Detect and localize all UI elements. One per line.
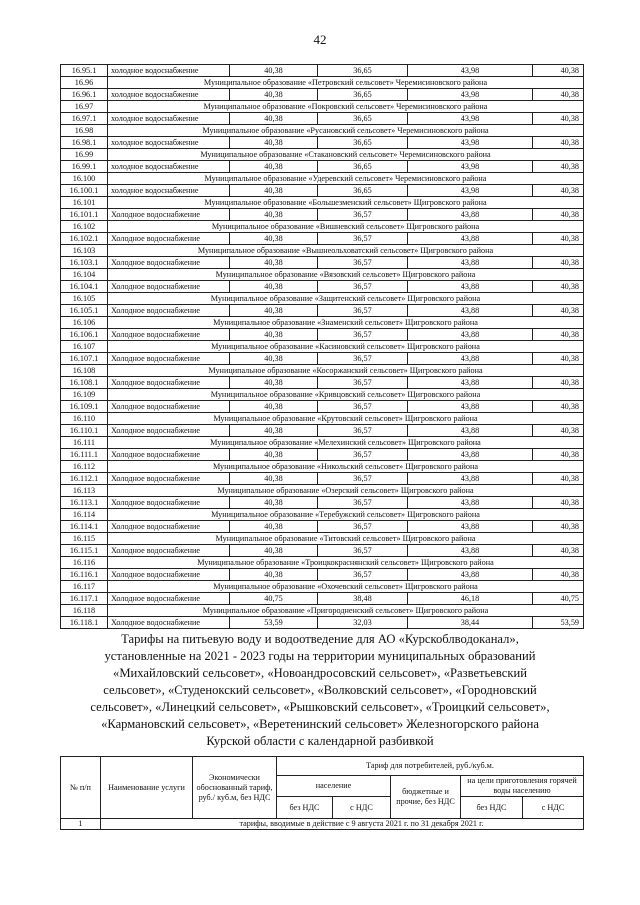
municipality-row xyxy=(61,77,584,89)
municipality-name: Муниципальное образование «Озерский сельсовет» Щигровского района xyxy=(108,485,584,497)
row-number: 16.99 xyxy=(61,149,108,161)
tariff-no-vat-value: 36,57 xyxy=(318,377,408,389)
municipality-name: Муниципальное образование «Пригородненский сельсовет» Щигровского района xyxy=(108,605,584,617)
tariff-with-vat-value: 43,88 xyxy=(408,425,533,437)
budget-tariff-value: 53,59 xyxy=(533,617,584,629)
tariff-no-vat-value: 36,57 xyxy=(318,569,408,581)
row-number: 16.105 xyxy=(61,293,108,305)
econ-tariff-value: 40,38 xyxy=(230,113,318,125)
header-service: Наименование услуги xyxy=(101,757,193,819)
tariff-row xyxy=(61,305,584,317)
budget-tariff-value: 40,38 xyxy=(533,353,584,365)
service-name: Холодное водоснабжение xyxy=(108,233,230,245)
row-number: 16.96 xyxy=(61,77,108,89)
municipality-row xyxy=(61,269,584,281)
header-econ-tariff: Экономически обоснованный тариф, руб./ куб.м, без НДС xyxy=(193,757,277,819)
header-population: население xyxy=(277,776,391,797)
row-number: 16.117 xyxy=(61,581,108,593)
municipality-row xyxy=(61,557,584,569)
tariff-no-vat-value: 36,65 xyxy=(318,65,408,77)
tariff-row xyxy=(61,377,584,389)
tariff-row xyxy=(61,425,584,437)
budget-tariff-value: 40,38 xyxy=(533,257,584,269)
row-number: 16.112.1 xyxy=(61,473,108,485)
municipality-row xyxy=(61,317,584,329)
municipality-row xyxy=(61,437,584,449)
municipality-name: Муниципальное образование «Знаменский сельсовет» Щигровского района xyxy=(108,317,584,329)
row-number: 16.116 xyxy=(61,557,108,569)
econ-tariff-value: 40,38 xyxy=(230,209,318,221)
row-number: 16.116.1 xyxy=(61,569,108,581)
service-name: Холодное водоснабжение xyxy=(108,377,230,389)
econ-tariff-value: 40,38 xyxy=(230,545,318,557)
tariff-with-vat-value: 43,88 xyxy=(408,377,533,389)
municipality-name: Муниципальное образование «Петровский сельсовет» Черемисиновского района xyxy=(108,77,584,89)
municipality-name: Муниципальное образование «Вышнеольховатский сельсовет» Щигровского района xyxy=(108,245,584,257)
municipality-row xyxy=(61,149,584,161)
tariff-row xyxy=(61,257,584,269)
service-name: Холодное водоснабжение xyxy=(108,353,230,365)
heading-line: Тарифы на питьевую воду и водоотведение для АО «Курскоблводоканал», xyxy=(121,632,519,646)
header-population-with-vat: с НДС xyxy=(333,797,391,819)
row-number: 16.104 xyxy=(61,269,108,281)
row-number: 16.112 xyxy=(61,461,108,473)
service-name: Холодное водоснабжение xyxy=(108,305,230,317)
econ-tariff-value: 40,38 xyxy=(230,137,318,149)
row-number: 1 xyxy=(61,819,101,830)
tariff-row xyxy=(61,281,584,293)
service-name: Холодное водоснабжение xyxy=(108,521,230,533)
econ-tariff-value: 40,38 xyxy=(230,281,318,293)
row-number: 16.108 xyxy=(61,365,108,377)
municipality-name: Муниципальное образование «Вишневский сельсовет» Щигровского района xyxy=(108,221,584,233)
municipality-name: Муниципальное образование «Касиновский сельсовет» Щигровского района xyxy=(108,341,584,353)
tariff-header-table xyxy=(60,756,584,830)
econ-tariff-value: 40,38 xyxy=(230,497,318,509)
municipality-row xyxy=(61,101,584,113)
heading-line: сельсовет», «Линецкий сельсовет», «Рышковский сельсовет», «Троицкий сельсовет», xyxy=(90,700,550,714)
tariff-no-vat-value: 36,57 xyxy=(318,233,408,245)
page-number: 42 xyxy=(313,32,327,47)
municipality-name: Муниципальное образование «Теребужский сельсовет» Щигровского района xyxy=(108,509,584,521)
row-number: 16.113.1 xyxy=(61,497,108,509)
header-hot-no-vat: без НДС xyxy=(461,797,523,819)
econ-tariff-value: 40,38 xyxy=(230,449,318,461)
row-number: 16.114 xyxy=(61,509,108,521)
econ-tariff-value: 40,38 xyxy=(230,329,318,341)
tariff-no-vat-value: 36,57 xyxy=(318,545,408,557)
tariff-no-vat-value: 36,57 xyxy=(318,209,408,221)
tariff-no-vat-value: 36,57 xyxy=(318,473,408,485)
municipality-row xyxy=(61,605,584,617)
municipality-name: Муниципальное образование «Косоржанский сельсовет» Щигровского района xyxy=(108,365,584,377)
municipality-name: Муниципальное образование «Защитенский сельсовет» Щигровского района xyxy=(108,293,584,305)
budget-tariff-value: 40,38 xyxy=(533,113,584,125)
tariff-row xyxy=(61,185,584,197)
budget-tariff-value: 40,38 xyxy=(533,425,584,437)
row-number: 16.98.1 xyxy=(61,137,108,149)
tariff-with-vat-value: 43,88 xyxy=(408,305,533,317)
tariff-no-vat-value: 36,57 xyxy=(318,281,408,293)
tariff-with-vat-value: 43,88 xyxy=(408,281,533,293)
econ-tariff-value: 53,59 xyxy=(230,617,318,629)
tariff-with-vat-value: 43,88 xyxy=(408,257,533,269)
tariff-with-vat-value: 38,44 xyxy=(408,617,533,629)
tariff-row xyxy=(61,569,584,581)
row-number: 16.113 xyxy=(61,485,108,497)
tariff-with-vat-value: 43,88 xyxy=(408,233,533,245)
row-number: 16.106 xyxy=(61,317,108,329)
tariff-row xyxy=(61,137,584,149)
heading-line: Курской области с календарной разбивкой xyxy=(206,734,434,748)
tariff-row xyxy=(61,401,584,413)
budget-tariff-value: 40,38 xyxy=(533,569,584,581)
row-number: 16.107.1 xyxy=(61,353,108,365)
row-number: 16.118.1 xyxy=(61,617,108,629)
econ-tariff-value: 40,38 xyxy=(230,353,318,365)
tariff-no-vat-value: 36,57 xyxy=(318,497,408,509)
row-number: 16.111.1 xyxy=(61,449,108,461)
service-name: Холодное водоснабжение xyxy=(108,473,230,485)
row-number: 16.96.1 xyxy=(61,89,108,101)
municipality-row xyxy=(61,221,584,233)
tariff-no-vat-value: 36,57 xyxy=(318,425,408,437)
row-number: 16.97 xyxy=(61,101,108,113)
row-number: 16.100 xyxy=(61,173,108,185)
row-number: 16.100.1 xyxy=(61,185,108,197)
heading-line: «Михайловский сельсовет», «Новоандросовский сельсовет», «Разветьевский xyxy=(113,666,527,680)
econ-tariff-value: 40,38 xyxy=(230,425,318,437)
tariff-no-vat-value: 36,57 xyxy=(318,257,408,269)
municipality-name: Муниципальное образование «Крутовский сельсовет» Щигровского района xyxy=(108,413,584,425)
tariff-row xyxy=(61,89,584,101)
tariff-with-vat-value: 43,98 xyxy=(408,137,533,149)
budget-tariff-value: 40,38 xyxy=(533,185,584,197)
tariff-with-vat-value: 43,88 xyxy=(408,353,533,365)
header-population-no-vat: без НДС xyxy=(277,797,333,819)
tariff-with-vat-value: 43,88 xyxy=(408,521,533,533)
service-name: Холодное водоснабжение xyxy=(108,593,230,605)
econ-tariff-value: 40,38 xyxy=(230,185,318,197)
municipality-row xyxy=(61,125,584,137)
budget-tariff-value: 40,38 xyxy=(533,401,584,413)
tariff-no-vat-value: 32,03 xyxy=(318,617,408,629)
tariff-row xyxy=(61,593,584,605)
row-number: 16.103.1 xyxy=(61,257,108,269)
econ-tariff-value: 40,38 xyxy=(230,377,318,389)
tariff-no-vat-value: 36,65 xyxy=(318,89,408,101)
row-number: 16.99.1 xyxy=(61,161,108,173)
econ-tariff-value: 40,38 xyxy=(230,89,318,101)
tariff-with-vat-value: 43,98 xyxy=(408,161,533,173)
service-name: Холодное водоснабжение xyxy=(108,569,230,581)
row-number: 16.103 xyxy=(61,245,108,257)
econ-tariff-value: 40,38 xyxy=(230,305,318,317)
row-number: 16.97.1 xyxy=(61,113,108,125)
tariff-no-vat-value: 36,65 xyxy=(318,185,408,197)
budget-tariff-value: 40,38 xyxy=(533,137,584,149)
row-number: 16.101.1 xyxy=(61,209,108,221)
header-consumer-tariff: Тариф для потребителей, руб./куб.м. xyxy=(277,757,584,776)
header-hot-water: на цели приготовления горячей воды населению xyxy=(461,776,584,797)
tariff-row xyxy=(61,209,584,221)
econ-tariff-value: 40,38 xyxy=(230,569,318,581)
budget-tariff-value: 40,38 xyxy=(533,65,584,77)
budget-tariff-value: 40,38 xyxy=(533,545,584,557)
tariff-with-vat-value: 43,98 xyxy=(408,89,533,101)
service-name: Холодное водоснабжение xyxy=(108,425,230,437)
municipality-row xyxy=(61,461,584,473)
tariff-row xyxy=(61,497,584,509)
row-number: 16.114.1 xyxy=(61,521,108,533)
service-name: холодное водоснабжение xyxy=(108,161,230,173)
row-number: 16.108.1 xyxy=(61,377,108,389)
service-name: Холодное водоснабжение xyxy=(108,497,230,509)
service-name: Холодное водоснабжение xyxy=(108,257,230,269)
row-number: 16.118 xyxy=(61,605,108,617)
budget-tariff-value: 40,38 xyxy=(533,233,584,245)
municipality-row xyxy=(61,509,584,521)
row-number: 16.110.1 xyxy=(61,425,108,437)
service-name: холодное водоснабжение xyxy=(108,137,230,149)
tariff-with-vat-value: 43,98 xyxy=(408,113,533,125)
budget-tariff-value: 40,38 xyxy=(533,521,584,533)
heading-line: «Кармановский сельсовет», «Веретенинский сельсовет» Железногорского района xyxy=(101,717,539,731)
municipality-name: Муниципальное образование «Покровский сельсовет» Черемисиновского района xyxy=(108,101,584,113)
municipality-row xyxy=(61,389,584,401)
service-name: Холодное водоснабжение xyxy=(108,401,230,413)
econ-tariff-value: 40,75 xyxy=(230,593,318,605)
tariff-no-vat-value: 36,57 xyxy=(318,521,408,533)
service-name: холодное водоснабжение xyxy=(108,89,230,101)
row-number: 16.105.1 xyxy=(61,305,108,317)
municipality-row xyxy=(61,365,584,377)
tariff-row xyxy=(61,521,584,533)
municipality-name: Муниципальное образование «Русановский сельсовет» Черемисиновского района xyxy=(108,125,584,137)
tariff-row xyxy=(61,113,584,125)
tariff-with-vat-value: 43,88 xyxy=(408,473,533,485)
municipality-name: Муниципальное образование «Вязовский сельсовет» Щигровского района xyxy=(108,269,584,281)
tariff-with-vat-value: 43,88 xyxy=(408,401,533,413)
budget-tariff-value: 40,38 xyxy=(533,377,584,389)
tariff-row xyxy=(61,617,584,629)
municipality-name: Муниципальное образование «Большезменский сельсовет» Щигровского района xyxy=(108,197,584,209)
tariff-no-vat-value: 36,65 xyxy=(318,137,408,149)
row-number: 16.115.1 xyxy=(61,545,108,557)
tariff-with-vat-value: 43,88 xyxy=(408,569,533,581)
municipality-name: Муниципальное образование «Кривцовский сельсовет» Щигровского района xyxy=(108,389,584,401)
tariff-row xyxy=(61,65,584,77)
tariff-no-vat-value: 36,57 xyxy=(318,401,408,413)
service-name: холодное водоснабжение xyxy=(108,113,230,125)
budget-tariff-value: 40,75 xyxy=(533,593,584,605)
econ-tariff-value: 40,38 xyxy=(230,233,318,245)
header-hot-with-vat: с НДС xyxy=(523,797,584,819)
tariff-no-vat-value: 36,57 xyxy=(318,449,408,461)
econ-tariff-value: 40,38 xyxy=(230,401,318,413)
tariff-table-continued xyxy=(60,64,584,629)
heading-line: установленные на 2021 - 2023 годы на территории муниципальных образований xyxy=(104,649,536,663)
municipality-row xyxy=(61,581,584,593)
tariff-with-vat-value: 43,88 xyxy=(408,497,533,509)
budget-tariff-value: 40,38 xyxy=(533,329,584,341)
header-budget: бюджетные и прочие, без НДС xyxy=(391,776,461,819)
municipality-name: Муниципальное образование «Стакановский сельсовет» Черемисиновского района xyxy=(108,149,584,161)
municipality-row xyxy=(61,485,584,497)
municipality-name: Муниципальное образование «Охочевский сельсовет» Щигровского района xyxy=(108,581,584,593)
budget-tariff-value: 40,38 xyxy=(533,449,584,461)
municipality-name: Муниципальное образование «Мелехинский сельсовет» Щигровского района xyxy=(108,437,584,449)
tariff-row xyxy=(61,233,584,245)
municipality-row xyxy=(61,173,584,185)
section-heading xyxy=(58,631,582,750)
tariff-with-vat-value: 43,98 xyxy=(408,65,533,77)
tariff-row xyxy=(61,473,584,485)
row-number: 16.95.1 xyxy=(61,65,108,77)
row-number: 16.117.1 xyxy=(61,593,108,605)
service-name: Холодное водоснабжение xyxy=(108,617,230,629)
municipality-row xyxy=(61,341,584,353)
tariff-no-vat-value: 36,57 xyxy=(318,329,408,341)
row-number: 16.106.1 xyxy=(61,329,108,341)
tariff-no-vat-value: 38,48 xyxy=(318,593,408,605)
service-name: Холодное водоснабжение xyxy=(108,209,230,221)
municipality-name: Муниципальное образование «Удеревский сельсовет» Черемисиновского района xyxy=(108,173,584,185)
tariff-with-vat-value: 46,18 xyxy=(408,593,533,605)
municipality-row xyxy=(61,413,584,425)
row-number: 16.102.1 xyxy=(61,233,108,245)
econ-tariff-value: 40,38 xyxy=(230,257,318,269)
municipality-name: Муниципальное образование «Троицкокраснянский сельсовет» Щигровского района xyxy=(108,557,584,569)
tariff-row xyxy=(61,353,584,365)
tariff-no-vat-value: 36,57 xyxy=(318,353,408,365)
service-name: Холодное водоснабжение xyxy=(108,449,230,461)
tariff-with-vat-value: 43,88 xyxy=(408,545,533,557)
row-number: 16.104.1 xyxy=(61,281,108,293)
econ-tariff-value: 40,38 xyxy=(230,473,318,485)
tariff-row xyxy=(61,449,584,461)
tariff-with-vat-value: 43,98 xyxy=(408,185,533,197)
tariff-with-vat-value: 43,88 xyxy=(408,209,533,221)
row-number: 16.115 xyxy=(61,533,108,545)
tariff-no-vat-value: 36,65 xyxy=(318,113,408,125)
econ-tariff-value: 40,38 xyxy=(230,161,318,173)
municipality-row xyxy=(61,293,584,305)
budget-tariff-value: 40,38 xyxy=(533,161,584,173)
municipality-name: Муниципальное образование «Титовский сельсовет» Щигровского района xyxy=(108,533,584,545)
service-name: Холодное водоснабжение xyxy=(108,281,230,293)
budget-tariff-value: 40,38 xyxy=(533,473,584,485)
tariff-no-vat-value: 36,65 xyxy=(318,161,408,173)
row-number: 16.102 xyxy=(61,221,108,233)
row-number: 16.98 xyxy=(61,125,108,137)
econ-tariff-value: 40,38 xyxy=(230,65,318,77)
budget-tariff-value: 40,38 xyxy=(533,497,584,509)
budget-tariff-value: 40,38 xyxy=(533,209,584,221)
tariff-row xyxy=(61,329,584,341)
row-number: 16.111 xyxy=(61,437,108,449)
heading-line: сельсовет», «Студенокский сельсовет», «Волковский сельсовет», «Городновский xyxy=(103,683,537,697)
row-number: 16.110 xyxy=(61,413,108,425)
period-row: тарифы, вводимые в действие с 9 августа 2021 г. по 31 декабря 2021 г. xyxy=(101,819,584,830)
header-no: № п/п xyxy=(61,757,101,819)
budget-tariff-value: 40,38 xyxy=(533,89,584,101)
tariff-with-vat-value: 43,88 xyxy=(408,449,533,461)
tariff-no-vat-value: 36,57 xyxy=(318,305,408,317)
tariff-row xyxy=(61,545,584,557)
municipality-row xyxy=(61,533,584,545)
row-number: 16.109 xyxy=(61,389,108,401)
budget-tariff-value: 40,38 xyxy=(533,281,584,293)
service-name: Холодное водоснабжение xyxy=(108,545,230,557)
municipality-name: Муниципальное образование «Никольский сельсовет» Щигровского района xyxy=(108,461,584,473)
municipality-row xyxy=(61,197,584,209)
tariff-row xyxy=(61,161,584,173)
econ-tariff-value: 40,38 xyxy=(230,521,318,533)
service-name: Холодное водоснабжение xyxy=(108,329,230,341)
municipality-row xyxy=(61,245,584,257)
service-name: холодное водоснабжение xyxy=(108,185,230,197)
row-number: 16.107 xyxy=(61,341,108,353)
tariff-with-vat-value: 43,88 xyxy=(408,329,533,341)
budget-tariff-value: 40,38 xyxy=(533,305,584,317)
row-number: 16.109.1 xyxy=(61,401,108,413)
row-number: 16.101 xyxy=(61,197,108,209)
service-name: холодное водоснабжение xyxy=(108,65,230,77)
